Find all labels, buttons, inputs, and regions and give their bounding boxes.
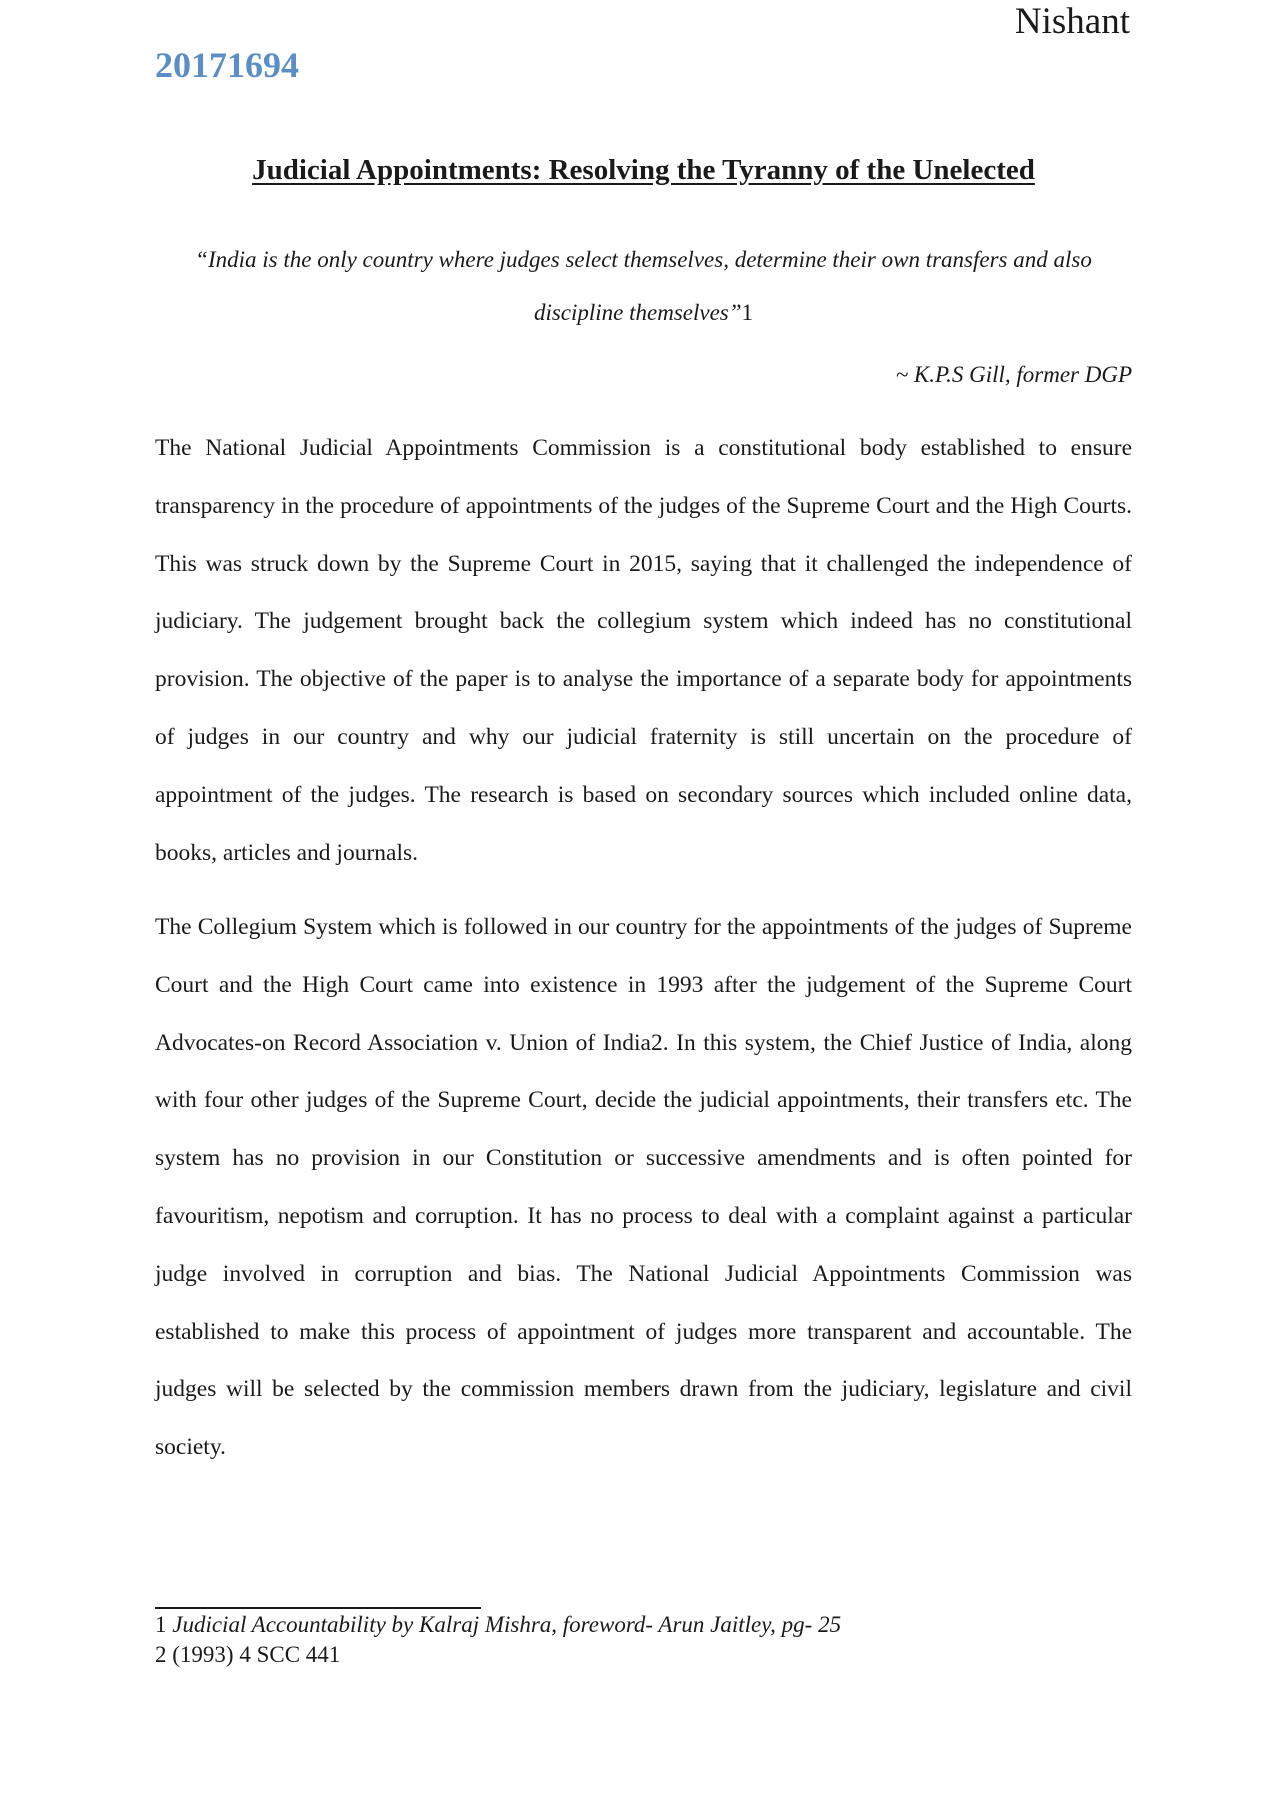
epigraph-quote (170, 233, 1117, 339)
footnote-1 (155, 1610, 841, 1640)
footnote-2 (155, 1640, 841, 1670)
epigraph-text: “India is the only country where judges select themselves, determine their own transfers and also discipline themselves” (195, 247, 1092, 325)
footnote-number: 2 (155, 1642, 167, 1667)
body-paragraph-2 (155, 899, 1132, 1477)
epigraph-attribution: ~ K.P.S Gill, former DGP (895, 362, 1132, 387)
footnote-reference-2: 2 (651, 1029, 663, 1056)
footnote-separator (155, 1607, 481, 1609)
footnote-number: 1 (155, 1612, 167, 1637)
footnotes (155, 1610, 841, 1670)
paragraph-2-text-end: . In this system, the Chief Justice of India, along with four other judges of the Supreme Court, decide the judicial appointments, their transfers etc. The system has no provision in our Constitution or successive amendments and is often pointed for favouritism, nepotism and corruption. It has no process to deal with a complaint against a particular judge involved in corruption and bias. The National Judicial Appointments Commission was established to make this process of appointment of judges more transparent and accountable. The judges will be selected by the commission members drawn from the judiciary, legislature and civil society. (155, 1029, 1132, 1461)
body-paragraph-1: The National Judicial Appointments Commission is a constitutional body established to ensure transparency in the procedure of appointments of the judges of the Supreme Court and the High Courts. This was struck down by the Supreme Court in 2015, saying that it challenged the independence of judiciary. The judgement brought back the collegium system which indeed has no constitutional provision. The objective of the paper is to analyse the importance of a separate body for appointments of judges in our country and why our judicial fraternity is still uncertain on the procedure of appointment of the judges. The research is based on secondary sources which included online data, books, articles and journals. (155, 435, 1132, 866)
footnote-reference-1: 1 (741, 300, 754, 325)
footnote-text: (1993) 4 SCC 441 (172, 1642, 341, 1667)
author-name: Nishant (1014, 1, 1130, 42)
page-title: Judicial Appointments: Resolving the Tyranny of the Unelected (252, 154, 1035, 186)
footnote-text: Judicial Accountability by Kalraj Mishra, foreword- Arun Jaitley, pg- 25 (172, 1612, 842, 1637)
paragraph-2-text-start: The Collegium System which is followed in our country for the appointments of the judges of Supreme Court and the High Court came into existence in 1993 after the judgement of the Supreme Court Advocates-on Record Association v. Union of India (155, 914, 1132, 1056)
student-id: 20171694 (155, 45, 299, 85)
